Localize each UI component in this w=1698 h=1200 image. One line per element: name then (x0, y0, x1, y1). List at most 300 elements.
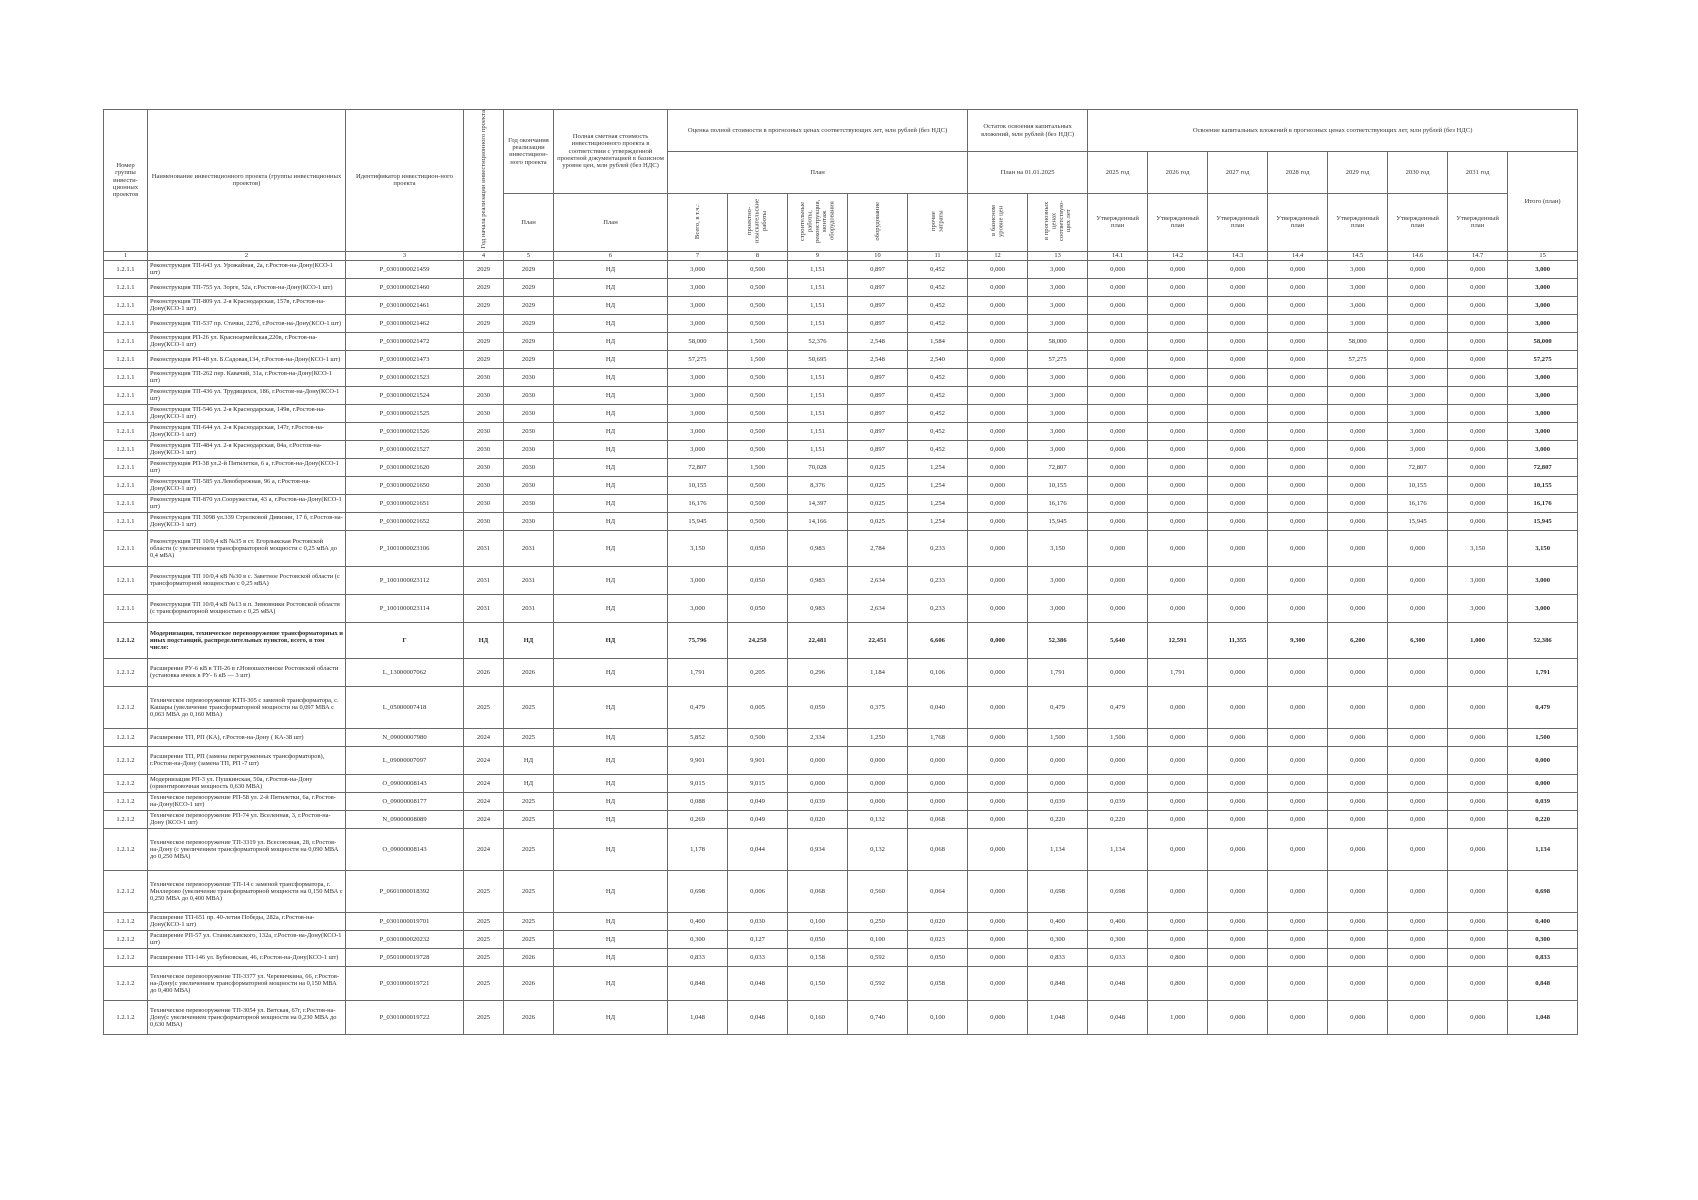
table-cell: 0,106 (908, 658, 968, 686)
table-cell: 0,059 (788, 686, 848, 728)
table-cell: 0,000 (1148, 594, 1208, 622)
table-cell: 0,000 (1448, 368, 1508, 386)
table-cell: 0,233 (908, 594, 968, 622)
header-approved-2025: Утвержденный план (1088, 193, 1148, 251)
project-name-cell: Расширение РУ-6 кВ в ТП-26 в г.Новошахтинске Ростовской области (установка ячеек в РУ- 6 кВ — 3 шт) (148, 658, 346, 686)
table-cell: 0,000 (968, 746, 1028, 774)
table-cell: 0,000 (1208, 368, 1268, 386)
table-cell: 1,250 (848, 728, 908, 746)
table-cell: 0,897 (848, 386, 908, 404)
table-cell: 1.2.1.2 (104, 746, 148, 774)
table-cell: 0,000 (1268, 746, 1328, 774)
table-cell: 1,178 (668, 828, 728, 870)
table-cell: 2026 (504, 966, 554, 1000)
table-cell: НД (554, 296, 668, 314)
table-cell: 0,000 (1448, 458, 1508, 476)
table-cell: 0,000 (1088, 530, 1148, 566)
table-cell: 2025 (464, 912, 504, 930)
table-cell: 0,000 (1328, 494, 1388, 512)
table-cell: 0,000 (968, 260, 1028, 278)
table-cell: 0,000 (1208, 350, 1268, 368)
table-cell: 0,000 (1448, 930, 1508, 948)
table-row (104, 368, 1578, 386)
table-cell: 0,000 (1328, 512, 1388, 530)
table-cell: 0,000 (1328, 440, 1388, 458)
table-cell: НД (554, 494, 668, 512)
table-cell: 0,000 (1448, 870, 1508, 912)
table-cell: 0,000 (1268, 728, 1328, 746)
table-cell: 0,296 (788, 658, 848, 686)
table-cell: 0,000 (1148, 930, 1208, 948)
table-cell: 3,150 (1508, 530, 1578, 566)
table-cell: 0,000 (1208, 774, 1268, 792)
table-cell: 2025 (504, 728, 554, 746)
table-cell: 2031 (504, 530, 554, 566)
table-cell: НД (554, 686, 668, 728)
project-name-cell: Расширение ТП, РП (замена перегруженных трансформаторов), г.Ростов-на-Дону (замена ТП, РП -7 шт) (148, 746, 346, 774)
table-cell: 0,000 (1148, 404, 1208, 422)
table-cell: 1.2.1.2 (104, 728, 148, 746)
table-cell: 0,897 (848, 278, 908, 296)
table-cell: 0,048 (1088, 966, 1148, 1000)
table-cell: 3,000 (1508, 386, 1578, 404)
identifier-cell: P_1001000023114 (346, 594, 464, 622)
header-year-2025: 2025 год (1088, 152, 1148, 194)
table-cell: 0,000 (1208, 912, 1268, 930)
table-cell: 1.2.1.1 (104, 512, 148, 530)
table-cell: 0,233 (908, 566, 968, 594)
table-cell: 0,000 (968, 966, 1028, 1000)
table-cell: 3,000 (1328, 314, 1388, 332)
table-cell: 0,000 (1148, 296, 1208, 314)
table-cell: 0,233 (908, 530, 968, 566)
column-number: 6 (554, 251, 668, 260)
identifier-cell: P_0601000018392 (346, 870, 464, 912)
table-cell: 2031 (464, 594, 504, 622)
table-cell: 0,000 (1088, 386, 1148, 404)
table-cell: 0,000 (1448, 404, 1508, 422)
table-cell: 2030 (504, 404, 554, 422)
table-row (104, 948, 1578, 966)
table-cell: 0,000 (968, 440, 1028, 458)
header-sub-total (668, 193, 728, 251)
header-full-cost-plan: План (554, 193, 668, 251)
table-cell: 0,000 (1448, 728, 1508, 746)
table-cell: 2030 (504, 494, 554, 512)
table-cell: 1.2.1.1 (104, 368, 148, 386)
table-cell: 0,150 (788, 966, 848, 1000)
table-cell: 0,132 (848, 828, 908, 870)
table-cell: 0,000 (1208, 594, 1268, 622)
column-number: 1 (104, 251, 148, 260)
table-cell: 2030 (504, 458, 554, 476)
table-cell: 0,848 (1508, 966, 1578, 1000)
table-cell: 0,000 (1388, 828, 1448, 870)
table-cell: 0,000 (1088, 314, 1148, 332)
table-cell: 0,000 (1448, 746, 1508, 774)
table-cell: 0,897 (848, 368, 908, 386)
table-cell: 0,100 (848, 930, 908, 948)
header-approved-2031: Утвержденный план (1448, 193, 1508, 251)
table-cell: 2,634 (848, 566, 908, 594)
table-cell: 0,000 (1088, 746, 1148, 774)
table-cell: 3,000 (1028, 314, 1088, 332)
project-name-cell: Техническое перевооружение РП-58 ул. 2-й Пятилетки, 6а, г.Ростов-на-Дону(КСО-1 шт) (148, 792, 346, 810)
table-cell: 8,376 (788, 476, 848, 494)
header-approved-2028: Утвержденный план (1268, 193, 1328, 251)
table-cell: 2026 (504, 658, 554, 686)
table-cell: 0,039 (1088, 792, 1148, 810)
table-cell: 2026 (504, 948, 554, 966)
table-cell: 0,000 (1268, 774, 1328, 792)
table-cell: 0,000 (1148, 278, 1208, 296)
header-approved-2027: Утвержденный план (1208, 193, 1268, 251)
table-cell: 0,050 (728, 566, 788, 594)
table-cell: 0,025 (848, 458, 908, 476)
table-cell: 0,068 (908, 828, 968, 870)
table-cell: 0,500 (728, 404, 788, 422)
table-cell: 2025 (464, 870, 504, 912)
table-cell: 0,000 (1088, 332, 1148, 350)
table-cell: 1.2.1.1 (104, 530, 148, 566)
table-row (104, 792, 1578, 810)
table-cell: 0,000 (1268, 422, 1328, 440)
project-name-cell: Реконструкция ТП 3098 ул.339 Стрелковой Дивизии, 17 б, г.Ростов-на-Дону(КСО-1 шт) (148, 512, 346, 530)
table-cell: НД (504, 622, 554, 658)
table-cell: 0,000 (1088, 566, 1148, 594)
table-cell: НД (554, 728, 668, 746)
table-cell: 0,000 (1088, 440, 1148, 458)
table-cell: 0,000 (1148, 686, 1208, 728)
table-cell: 0,000 (1088, 350, 1148, 368)
table-cell: 0,000 (1088, 260, 1148, 278)
header-project-name: Наименование инвестиционного проекта (группы инвестиционных проектов) (148, 110, 346, 252)
table-cell: 0,068 (908, 810, 968, 828)
table-cell: НД (554, 260, 668, 278)
header-remainder: Остаток освоения капитальных вложений, млн рублей (без НДС) (968, 110, 1088, 152)
table-cell: 0,000 (1148, 332, 1208, 350)
table-cell: 15,945 (1028, 512, 1088, 530)
table-cell: 0,452 (908, 422, 968, 440)
table-row (104, 594, 1578, 622)
header-sub-other-text: прочие затраты (930, 210, 945, 232)
table-cell: 2026 (504, 1000, 554, 1034)
table-cell: 0,983 (788, 566, 848, 594)
table-cell: 0,698 (1508, 870, 1578, 912)
table-cell: 2030 (464, 476, 504, 494)
table-cell: 1.2.1.1 (104, 350, 148, 368)
identifier-cell: P_0301000019721 (346, 966, 464, 1000)
column-number: 10 (848, 251, 908, 260)
table-cell: 0,000 (1508, 774, 1578, 792)
table-cell: 2026 (464, 658, 504, 686)
table-cell: 3,000 (1388, 368, 1448, 386)
table-row (104, 494, 1578, 512)
table-cell: 0,000 (1268, 658, 1328, 686)
table-cell: 1,500 (728, 350, 788, 368)
table-cell: 1,254 (908, 476, 968, 494)
table-cell: 0,100 (788, 912, 848, 930)
identifier-cell: P_0301000021650 (346, 476, 464, 494)
table-cell: 1,151 (788, 278, 848, 296)
header-sub-pir (728, 193, 788, 251)
table-cell: НД (554, 530, 668, 566)
header-year-2027: 2027 год (1208, 152, 1268, 194)
table-cell: 3,000 (1388, 404, 1448, 422)
table-cell: 3,000 (1508, 260, 1578, 278)
table-cell: 2030 (464, 404, 504, 422)
table-cell: 0,000 (1328, 530, 1388, 566)
table-cell: 0,000 (968, 622, 1028, 658)
table-cell: 0,500 (728, 440, 788, 458)
table-cell: 0,000 (1328, 368, 1388, 386)
table-cell: 0,000 (1268, 930, 1328, 948)
table-cell: НД (554, 622, 668, 658)
header-approved-2030: Утвержденный план (1388, 193, 1448, 251)
table-cell: 0,000 (968, 728, 1028, 746)
table-cell: 0,000 (1448, 658, 1508, 686)
header-end-year: Год окончания реализации инвестицион-ного проекта (504, 110, 554, 194)
table-cell: 3,000 (1028, 296, 1088, 314)
project-name-cell: Модернизация, техническое перевооружение трансформаторных и иных подстанций, распределительных пунктов, всего, в том числе: (148, 622, 346, 658)
table-cell: 0,833 (1508, 948, 1578, 966)
column-number: 3 (346, 251, 464, 260)
table-cell: 0,000 (848, 774, 908, 792)
table-cell: 2025 (504, 912, 554, 930)
table-cell: 0,000 (968, 458, 1028, 476)
table-cell: 0,000 (1208, 494, 1268, 512)
table-cell: 1,151 (788, 422, 848, 440)
table-cell: 1,151 (788, 440, 848, 458)
table-cell: 0,000 (1328, 476, 1388, 494)
table-cell: 50,695 (788, 350, 848, 368)
column-number: 14.7 (1448, 251, 1508, 260)
table-cell: 0,000 (1148, 530, 1208, 566)
identifier-cell: P_0301000021525 (346, 404, 464, 422)
table-cell: 2029 (464, 350, 504, 368)
column-number: 14.2 (1148, 251, 1208, 260)
table-cell: 1.2.1.1 (104, 566, 148, 594)
table-cell: 0,068 (788, 870, 848, 912)
identifier-cell: P_0301000021524 (346, 386, 464, 404)
table-cell: 1,151 (788, 368, 848, 386)
table-cell: НД (464, 622, 504, 658)
project-name-cell: Реконструкция ТП 10/0,4 кВ №35 в ст. Егорлыкская Ростовской области (с увеличением трансформаторной мощности с 0,25 мВА до 0,4 мВА) (148, 530, 346, 566)
table-cell: 0,479 (1088, 686, 1148, 728)
table-row (104, 912, 1578, 930)
table-cell: 1,151 (788, 296, 848, 314)
table-cell: 0,000 (1268, 912, 1328, 930)
table-group-row (104, 622, 1578, 658)
table-cell: 2030 (464, 512, 504, 530)
table-cell: 0,020 (908, 912, 968, 930)
table-cell: 2024 (464, 810, 504, 828)
table-cell: 0,000 (1388, 774, 1448, 792)
table-cell: 0,000 (1208, 332, 1268, 350)
table-cell: 0,000 (1088, 458, 1148, 476)
table-cell: 0,039 (1508, 792, 1578, 810)
table-cell: 3,000 (668, 278, 728, 296)
table-cell: 0,000 (1448, 810, 1508, 828)
table-cell: 0,000 (1148, 260, 1208, 278)
table-cell: 2031 (504, 594, 554, 622)
table-cell: 57,275 (1028, 350, 1088, 368)
table-row (104, 422, 1578, 440)
table-cell: 58,000 (1508, 332, 1578, 350)
table-cell: 0,000 (1088, 296, 1148, 314)
table-cell: 0,050 (788, 930, 848, 948)
table-cell: 0,934 (788, 828, 848, 870)
table-cell: 0,000 (1208, 792, 1268, 810)
table-cell: НД (554, 314, 668, 332)
table-cell: 0,000 (1268, 404, 1328, 422)
table-cell: 0,160 (788, 1000, 848, 1034)
table-cell: 1.2.1.2 (104, 658, 148, 686)
table-cell: 2025 (464, 1000, 504, 1034)
table-cell: 0,000 (1388, 1000, 1448, 1034)
table-row (104, 774, 1578, 792)
project-name-cell: Техническое перевооружение ТП-3319 ул. Всесоюзная, 28, г.Ростов-на-Дону (с увеличением трансформаторной мощности на 0,090 МВА до 0,250 МВА) (148, 828, 346, 870)
table-cell: НД (554, 404, 668, 422)
table-cell: 0,000 (1268, 440, 1328, 458)
table-cell: 0,000 (1448, 332, 1508, 350)
table-cell: 0,800 (1148, 948, 1208, 966)
table-cell: 0,000 (1448, 296, 1508, 314)
table-cell: 0,040 (908, 686, 968, 728)
table-cell: 1,254 (908, 458, 968, 476)
table-cell: 0,000 (1148, 828, 1208, 870)
table-cell: НД (554, 658, 668, 686)
table-cell: 0,000 (1208, 566, 1268, 594)
table-cell: 57,275 (1328, 350, 1388, 368)
table-cell: 0,000 (968, 930, 1028, 948)
investment-table-sheet (103, 109, 1577, 1035)
table-cell: 1.2.1.1 (104, 386, 148, 404)
table-cell: 0,000 (1148, 386, 1208, 404)
table-cell: 3,000 (1508, 566, 1578, 594)
table-cell: 0,000 (1208, 810, 1268, 828)
table-cell: 0,000 (1328, 404, 1388, 422)
header-sub-smr (788, 193, 848, 251)
table-cell: 0,158 (788, 948, 848, 966)
table-cell: НД (554, 566, 668, 594)
table-cell: 0,000 (1208, 476, 1268, 494)
table-cell: 0,000 (1268, 350, 1328, 368)
table-cell: 0,000 (968, 594, 1028, 622)
table-cell: 1.2.1.2 (104, 792, 148, 810)
header-sub-equipment (848, 193, 908, 251)
table-cell: 0,500 (728, 314, 788, 332)
table-cell: 2025 (504, 828, 554, 870)
table-cell: НД (554, 810, 668, 828)
identifier-cell: L_05000007418 (346, 686, 464, 728)
table-cell: 0,050 (908, 948, 968, 966)
table-cell: 0,000 (1208, 296, 1268, 314)
table-cell: 0,000 (1388, 314, 1448, 332)
table-row (104, 658, 1578, 686)
project-name-cell: Реконструкция РП-48 ул. Б.Садовая,134, г.Ростов-на-Дону(КСО-1 шт) (148, 350, 346, 368)
table-cell: 0,500 (728, 260, 788, 278)
table-cell: 16,176 (1388, 494, 1448, 512)
table-cell: 0,000 (908, 792, 968, 810)
header-sub-pir-text: проектно-изыскательские работы (746, 199, 769, 244)
table-cell: 52,386 (1028, 622, 1088, 658)
table-cell: 0,897 (848, 404, 908, 422)
table-cell: 0,000 (1448, 350, 1508, 368)
table-cell: 2,334 (788, 728, 848, 746)
table-cell: 1,151 (788, 386, 848, 404)
identifier-cell: N_09000008089 (346, 810, 464, 828)
table-cell: 0,000 (1448, 476, 1508, 494)
table-cell: 0,006 (728, 870, 788, 912)
table-cell: 0,000 (1328, 930, 1388, 948)
table-cell: 0,000 (1208, 948, 1268, 966)
table-cell: 2030 (464, 458, 504, 476)
table-cell: 3,000 (1508, 278, 1578, 296)
table-cell: 0,048 (728, 966, 788, 1000)
table-row (104, 810, 1578, 828)
project-name-cell: Реконструкция ТП 10/0,4 кВ №30 в с. Заветное Ростовской области (с трансформаторной мощностью с 0,25 мВА) (148, 566, 346, 594)
table-row (104, 966, 1578, 1000)
table-cell: НД (554, 1000, 668, 1034)
table-cell: 1.2.1.1 (104, 458, 148, 476)
table-cell: 0,000 (1268, 810, 1328, 828)
identifier-cell: O_09000008177 (346, 792, 464, 810)
table-cell: 0,479 (668, 686, 728, 728)
table-cell: 1,048 (668, 1000, 728, 1034)
table-cell: 0,000 (1208, 404, 1268, 422)
table-cell: 0,452 (908, 296, 968, 314)
header-development: Освоение капитальных вложений в прогнозных ценах соответствующих лет, млн рублей (без НДС) (1088, 110, 1578, 152)
table-row (104, 332, 1578, 350)
table-cell: 0,000 (1388, 870, 1448, 912)
table-cell: 0,500 (728, 512, 788, 530)
table-cell: 0,000 (1208, 512, 1268, 530)
table-cell: 0,048 (728, 1000, 788, 1034)
table-cell: 0,000 (1088, 278, 1148, 296)
table-cell: 0,375 (848, 686, 908, 728)
project-name-cell: Техническое перевооружение ТП-3377 ул. Черевичкина, 66, г.Ростов-на-Дону(с увеличением трансформаторной мощности на 0,150 МВА до 0,400 МВА) (148, 966, 346, 1000)
table-body (104, 251, 1578, 1034)
table-row (104, 350, 1578, 368)
table-cell: 0,000 (1208, 828, 1268, 870)
table-cell: 58,000 (1328, 332, 1388, 350)
table-cell: 1.2.1.1 (104, 422, 148, 440)
table-cell: 57,275 (1508, 350, 1578, 368)
table-cell: 0,500 (728, 422, 788, 440)
identifier-cell: P_0301000021526 (346, 422, 464, 440)
table-cell: 0,000 (1388, 792, 1448, 810)
table-cell: 10,155 (668, 476, 728, 494)
table-cell: 3,000 (668, 440, 728, 458)
table-cell: 0,897 (848, 422, 908, 440)
table-cell: 10,155 (1388, 476, 1448, 494)
table-row (104, 1000, 1578, 1034)
table-cell: 0,058 (908, 966, 968, 1000)
project-name-cell: Реконструкция ТП-585 ул.Левобережная, 96 а, г.Ростов-на-Дону(КСО-1 шт) (148, 476, 346, 494)
table-cell: 1,151 (788, 260, 848, 278)
table-cell: НД (504, 774, 554, 792)
table-cell: 0,000 (1388, 530, 1448, 566)
table-cell: 0,205 (728, 658, 788, 686)
project-name-cell: Реконструкция ТП-644 ул. 2-я Краснодарская, 147г, г.Ростов-на-Дону(КСО-1 шт) (148, 422, 346, 440)
identifier-cell: P_1001000023112 (346, 566, 464, 594)
column-number: 14.3 (1208, 251, 1268, 260)
header-year-2030: 2030 год (1388, 152, 1448, 194)
table-cell: 0,000 (1148, 728, 1208, 746)
table-row (104, 458, 1578, 476)
table-row (104, 296, 1578, 314)
